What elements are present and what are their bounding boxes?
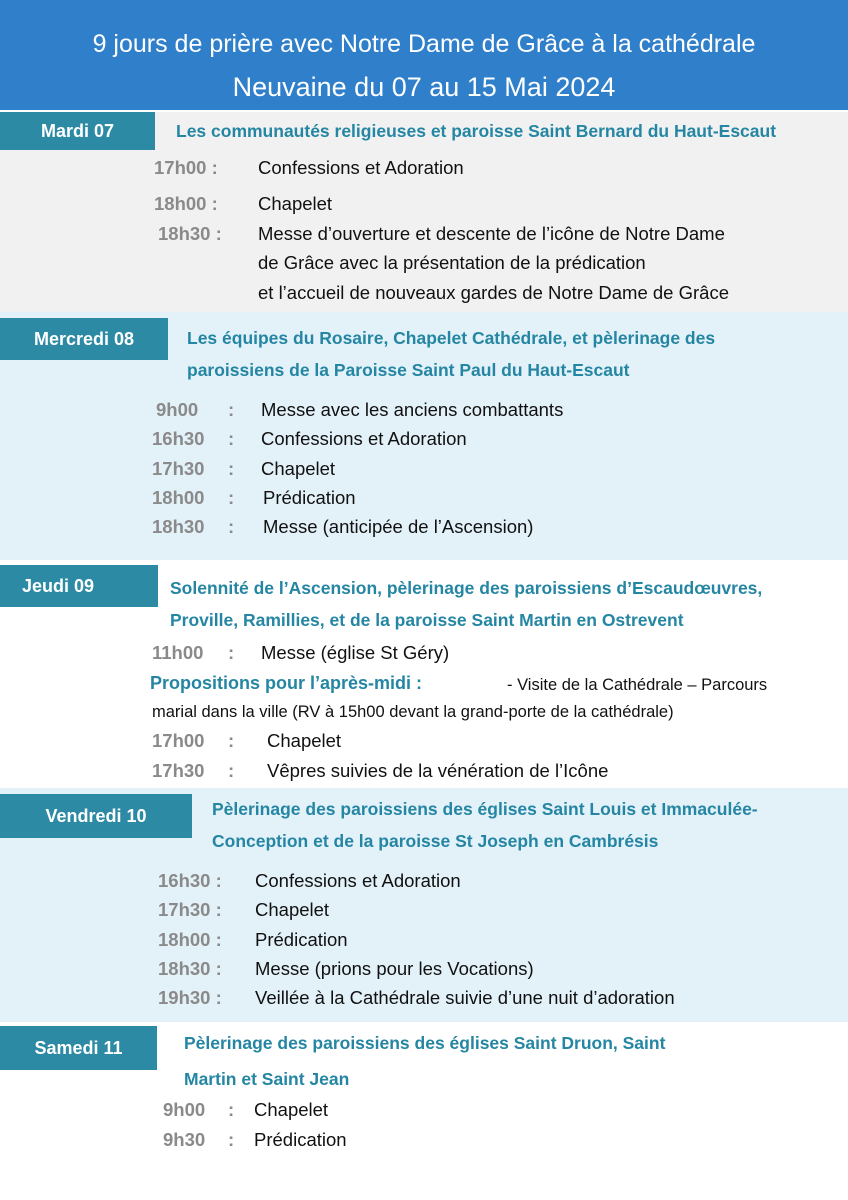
- event-time: 18h00 :: [154, 193, 218, 214]
- event-desc: Chapelet: [255, 899, 330, 920]
- schedule-row: 17h30 : Vêpres suivies de la vénération de l’Icône: [152, 760, 609, 781]
- event-desc: Messe (prions pour les Vocations): [255, 958, 534, 979]
- day-headline: Solennité de l’Ascension, pèlerinage des paroissiens d’Escaudœuvres, Proville, Ramillies, et de la paroisse Saint Martin en Ostrevent: [170, 578, 763, 630]
- event-time: 18h00: [152, 487, 205, 508]
- day-headline: Les équipes du Rosaire, Chapelet Cathédrale, et pèlerinage des paroissiens de la Paroisse Saint Paul du Haut-Escaut: [187, 328, 716, 380]
- day-headline: Les communautés religieuses et paroisse Saint Bernard du Haut-Escaut: [176, 121, 777, 141]
- day-label: Mercredi 08: [0, 318, 168, 360]
- day-section-mardi: [0, 112, 848, 312]
- event-time: 16h30 :: [158, 870, 222, 891]
- event-desc: Confessions et Adoration: [258, 157, 464, 178]
- event-desc: Messe avec les anciens combattants: [261, 399, 564, 420]
- day-section-mercredi: [0, 312, 848, 560]
- event-time: 9h30: [163, 1129, 206, 1150]
- schedule-row: [0, 899, 848, 927]
- schedule-row: 9h00 : Messe avec les anciens combattants: [156, 399, 564, 420]
- event-time: 18h30 :: [158, 223, 222, 244]
- event-time: 9h00: [163, 1099, 206, 1120]
- propositions-label: Propositions pour l’après-midi :: [150, 673, 423, 693]
- schedule-row: 18h30 : Messe (anticipée de l’Ascension): [152, 516, 534, 537]
- event-time: 17h30: [152, 458, 205, 479]
- day-label: Vendredi 10: [0, 794, 192, 838]
- propositions-desc: - Visite de la Cathédrale – Parcours: [507, 676, 768, 694]
- page-header: [0, 0, 848, 110]
- event-desc: Confessions et Adoration: [255, 870, 461, 891]
- day-label: Jeudi 09: [0, 565, 158, 607]
- day-headline: Pèlerinage des paroissiens des églises Saint Louis et Immaculée- Conception et de la paroisse St Joseph en Cambrésis: [212, 799, 758, 851]
- event-time: 17h30 :: [158, 899, 222, 920]
- day-section-samedi: [0, 1022, 848, 1200]
- schedule-row: [0, 987, 848, 1015]
- schedule-row: [0, 870, 848, 898]
- event-time: 18h30: [152, 516, 205, 537]
- event-desc: Messe (anticipée de l’Ascension): [263, 516, 534, 537]
- day-label: Samedi 11: [0, 1026, 157, 1070]
- propositions-desc: marial dans la ville (RV à 15h00 devant la grand-porte de la cathédrale): [152, 703, 674, 721]
- schedule-row: 16h30 : Confessions et Adoration: [152, 428, 467, 449]
- event-time: 18h30 :: [158, 958, 222, 979]
- event-desc: Veillée à la Cathédrale suivie d’une nuit d’adoration: [255, 987, 675, 1008]
- schedule-row: 11h00 : Messe (église St Géry): [152, 642, 450, 663]
- event-desc: Messe d’ouverture et descente de l’icône de Notre Dame de Grâce avec la présentation de la prédication et l’accueil de nouveaux gardes de Notre Dame de Grâce: [258, 223, 729, 303]
- event-desc: Chapelet: [258, 193, 333, 214]
- page-title: 9 jours de prière avec Notre Dame de Grâce à la cathédrale: [92, 30, 756, 58]
- schedule-row: 18h00 : Prédication: [152, 487, 356, 508]
- event-desc: Messe (église St Géry): [261, 642, 450, 663]
- event-desc: Prédication: [255, 929, 348, 950]
- day-label: Mardi 07: [0, 112, 155, 150]
- day-section-jeudi: [0, 560, 848, 788]
- schedule-row: 17h00 : Chapelet: [152, 730, 342, 751]
- schedule-row: 17h30 : Chapelet: [152, 458, 336, 479]
- event-time: 17h00: [152, 730, 205, 751]
- event-desc: Vêpres suivies de la vénération de l’Icône: [267, 760, 609, 781]
- schedule-row: [0, 157, 848, 185]
- schedule-row: [0, 929, 848, 957]
- event-desc: Prédication: [254, 1129, 347, 1150]
- event-time: 16h30: [152, 428, 205, 449]
- event-time: 18h00 :: [158, 929, 222, 950]
- day-section-vendredi: [0, 788, 848, 1022]
- event-desc: Prédication: [263, 487, 356, 508]
- event-desc: Chapelet: [261, 458, 336, 479]
- event-time: 9h00: [156, 399, 199, 420]
- schedule-row: 9h30 : Prédication: [163, 1129, 347, 1150]
- day-headline: Pèlerinage des paroissiens des églises Saint Druon, Saint Martin et Saint Jean: [184, 1033, 666, 1089]
- schedule-row: [0, 958, 848, 986]
- event-desc: Confessions et Adoration: [261, 428, 467, 449]
- event-desc: Chapelet: [267, 730, 342, 751]
- event-time: 19h30 :: [158, 987, 222, 1008]
- event-time: 17h30: [152, 760, 205, 781]
- event-time: 17h00 :: [154, 157, 218, 178]
- page-subtitle: Neuvaine du 07 au 15 Mai 2024: [232, 72, 616, 102]
- event-desc: Chapelet: [254, 1099, 329, 1120]
- schedule-row: 9h00 : Chapelet: [163, 1099, 329, 1120]
- event-time: 11h00: [152, 642, 204, 663]
